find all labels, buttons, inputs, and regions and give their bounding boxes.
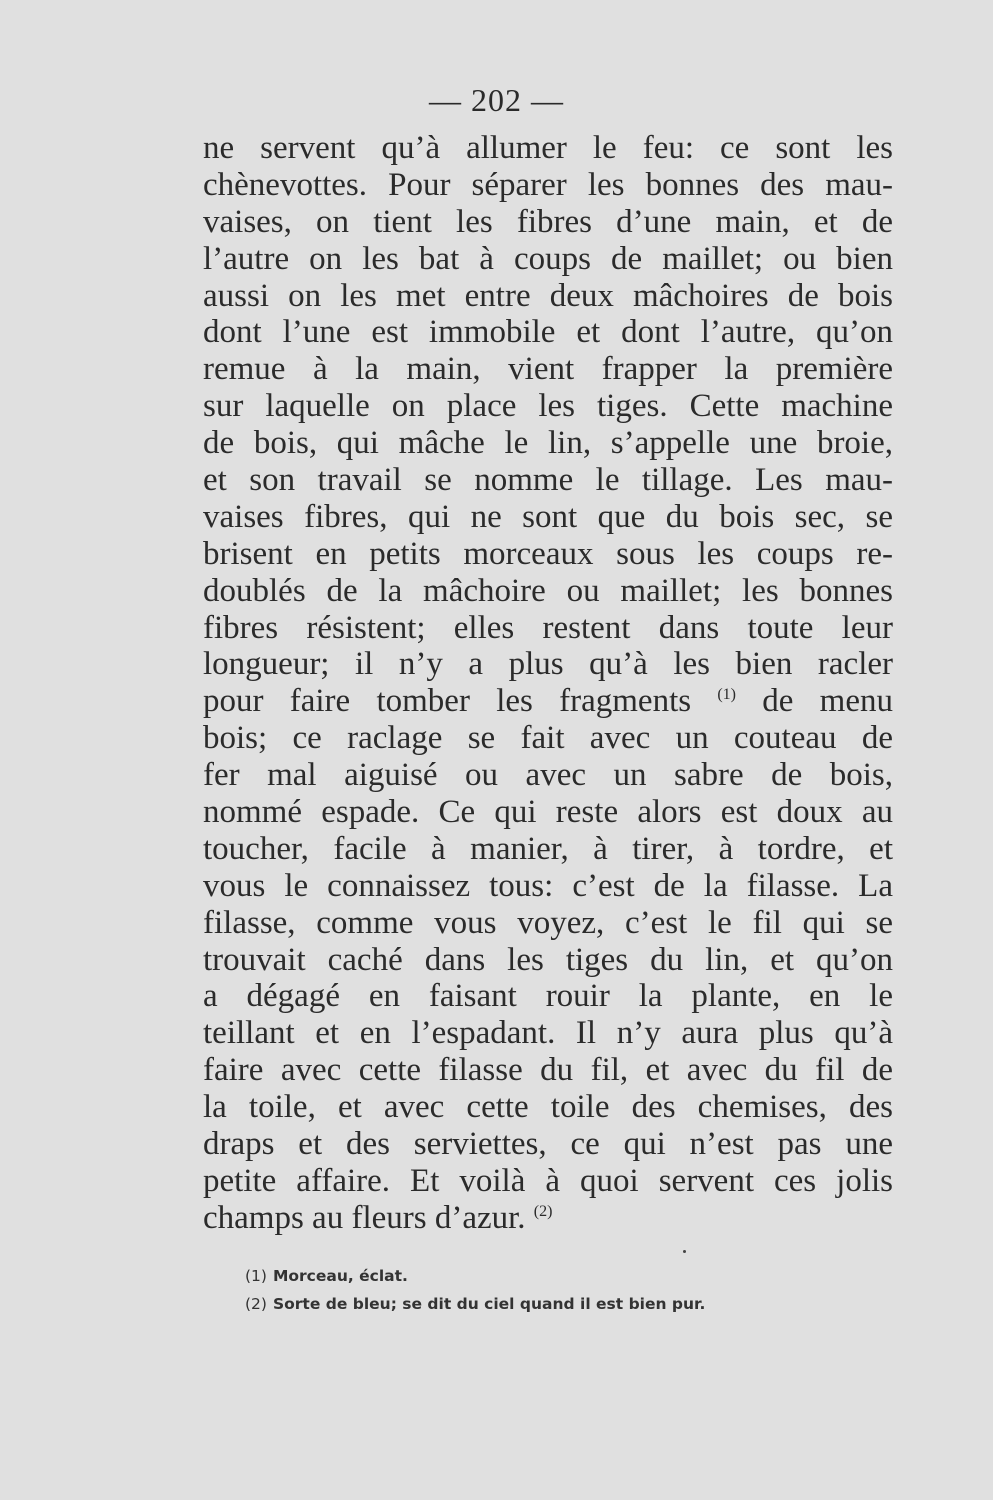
- text-line: l’autre on les bat à coups de maillet; ou bien: [203, 240, 893, 277]
- text-line: et son travail se nomme le tillage. Les mau-: [203, 462, 893, 499]
- text-line: ne servent qu’à allumer le feu: ce sont les: [203, 130, 893, 166]
- page-number: — 202 —: [429, 82, 564, 118]
- text-line: teillant et en l’espadant. Il n’y aura plus qu’à: [203, 1015, 893, 1052]
- text-fragment: de menu: [762, 683, 893, 720]
- footnote-mark: (2): [245, 1295, 267, 1313]
- text-line: vaises, on tient les fibres d’une main, et de: [203, 203, 893, 240]
- footnote-2: [245, 1290, 805, 1318]
- footnote-ref-1: (1): [717, 686, 736, 704]
- footnotes: [245, 1262, 805, 1318]
- text-line: remue à la main, vient frapper la première: [203, 351, 893, 388]
- text-line: doublés de la mâchoire ou maillet; les bonnes: [203, 572, 893, 609]
- text-line: aussi on les met entre deux mâchoires de bois: [203, 277, 893, 314]
- text-line: fer mal aiguisé ou avec un sabre de bois,: [203, 757, 893, 794]
- footnote-text: Sorte de bleu; se dit du ciel quand il est bien pur.: [272, 1295, 706, 1313]
- print-speck: [683, 1250, 686, 1253]
- text-line: brisent en petits morceaux sous les coups re-: [203, 535, 893, 572]
- text-line-with-footnote-ref: [203, 683, 893, 720]
- text-line: bois; ce raclage se fait avec un couteau de: [203, 720, 893, 757]
- text-line: vaises fibres, qui ne sont que du bois sec, se: [203, 498, 893, 535]
- text-line: filasse, comme vous voyez, c’est le fil qui se: [203, 904, 893, 941]
- text-line: faire avec cette filasse du fil, et avec du fil de: [203, 1052, 893, 1089]
- text-line: fibres résistent; elles restent dans toute leur: [203, 609, 893, 646]
- text-line: toucher, facile à manier, à tirer, à tordre, et: [203, 830, 893, 867]
- text-line: vous le connaissez tous: c’est de la filasse. La: [203, 867, 893, 904]
- text-fragment: champs au fleurs d’azur.: [203, 1199, 526, 1236]
- footnote-ref-2: (2): [533, 1202, 553, 1220]
- footnote-text: Morceau, éclat.: [272, 1267, 408, 1285]
- body-text: [203, 130, 893, 1237]
- text-line: a dégagé en faisant rouir la plante, en le: [203, 978, 893, 1015]
- text-fragment: pour faire tomber les fragments: [203, 683, 692, 720]
- footnote-mark: (1): [245, 1267, 267, 1285]
- text-line-last: [203, 1200, 893, 1237]
- text-line: dont l’une est immobile et dont l’autre, qu’on: [203, 314, 893, 351]
- text-line: nommé espade. Ce qui reste alors est doux au: [203, 794, 893, 831]
- text-line: chènevottes. Pour séparer les bonnes des mau-: [203, 166, 893, 203]
- text-line: petite affaire. Et voilà à quoi servent ces jolis: [203, 1162, 893, 1199]
- text-line: trouvait caché dans les tiges du lin, et qu’on: [203, 941, 893, 978]
- text-line: la toile, et avec cette toile des chemises, des: [203, 1089, 893, 1126]
- footnote-1: [245, 1262, 805, 1290]
- text-line: sur laquelle on place les tiges. Cette machine: [203, 388, 893, 425]
- text-line: longueur; il n’y a plus qu’à les bien racler: [203, 646, 893, 683]
- text-line: de bois, qui mâche le lin, s’appelle une broie,: [203, 425, 893, 462]
- text-line: draps et des serviettes, ce qui n’est pas une: [203, 1126, 893, 1163]
